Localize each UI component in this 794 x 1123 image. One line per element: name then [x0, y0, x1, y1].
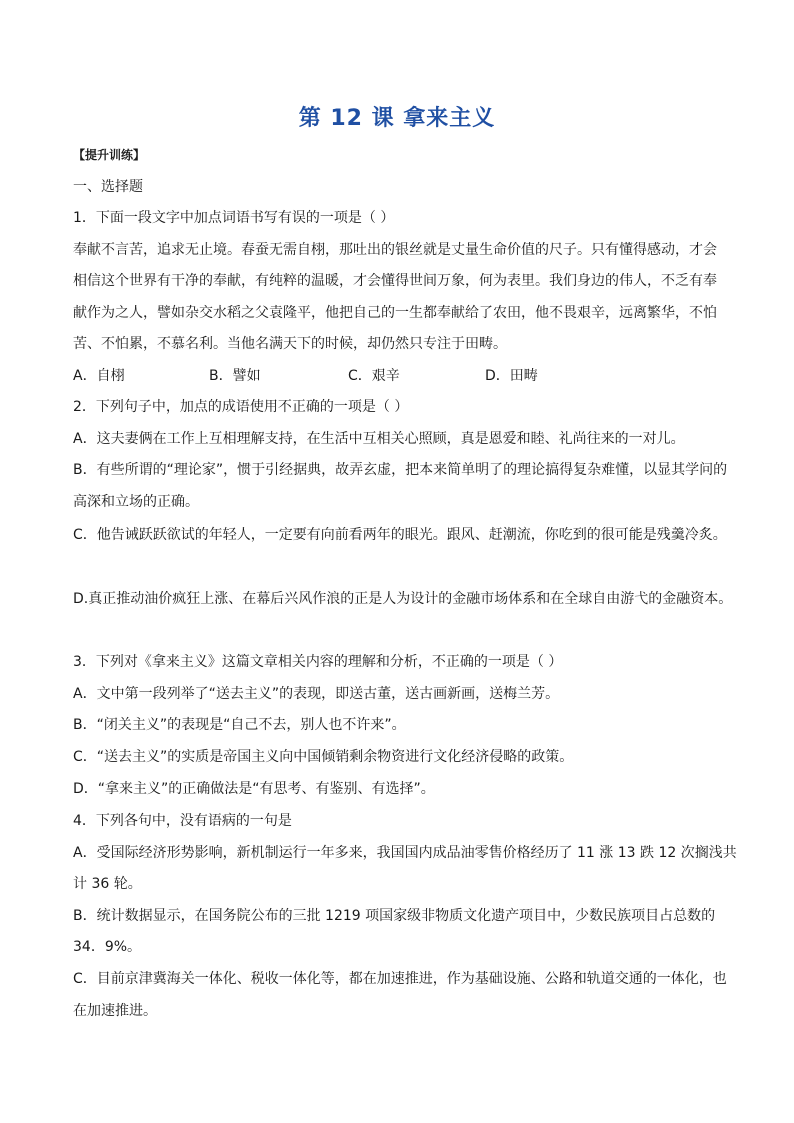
q1-passage-line: 相信这个世界有干净的奉献，有纯粹的温暖，才会懂得世间万象，何为表里。我们身边的伟人，不乏有奉	[73, 273, 717, 289]
q3-option-a: A．文中第一段列举了“送去主义”的表现，即送古董，送古画新画，送梅兰芳。	[73, 686, 560, 702]
q1-passage-line: 奉献不言苦，追求无止境。春蚕无需自栩，那吐出的银丝就是丈量生命价值的尺子。只有懂得感动，才会	[73, 242, 717, 258]
q4-option-a: A．受国际经济形势影响，新机制运行一年多来，我国国内成品油零售价格经历了 11 涨 13 跌 12 次搁浅共	[73, 845, 737, 861]
q3-stem: 3．下列对《拿来主义》这篇文章相关内容的理解和分析，不正确的一项是（ ）	[73, 654, 563, 670]
section-label: 【提升训练】	[73, 148, 146, 162]
section-type: 一、选择题	[73, 179, 143, 195]
q3-option-c: C．“送去主义”的实质是帝国主义向中国倾销剩余物资进行文化经济侵略的政策。	[73, 749, 574, 765]
q3-option-d: D．“拿来主义”的正确做法是“有思考、有鉴别、有选择”。	[73, 781, 435, 797]
q4-option-c-cont: 在加速推进。	[73, 1003, 157, 1019]
q2-stem: 2．下列句子中，加点的成语使用不正确的一项是（ ）	[73, 399, 409, 415]
q2-option-a: A．这夫妻俩在工作上互相理解支持，在生活中互相关心照顾，真是恩爱和睦、礼尚往来的一对儿。	[73, 431, 685, 447]
page-title: 第 12 课 拿来主义	[298, 106, 496, 131]
q2-option-b-cont: 高深和立场的正确。	[73, 494, 199, 510]
q1-stem: 1．下面一段文字中加点词语书写有误的一项是（ ）	[73, 210, 395, 226]
q1-option-d: D．田畴	[485, 368, 538, 384]
q2-option-c: C．他告诫跃跃欲试的年轻人，一定要有向前看两年的眼光。跟风、赶潮流，你吃到的很可能是残羹冷炙。	[73, 527, 727, 543]
q4-option-c: C．目前京津冀海关一体化、税收一体化等，都在加速推进，作为基础设施、公路和轨道交通的一体化，也	[73, 971, 727, 987]
q2-option-d: D.真正推动油价疯狂上涨、在幕后兴风作浪的正是人为设计的金融市场体系和在全球自由游弋的金融资本。	[73, 591, 733, 607]
q1-option-c: C．艰辛	[348, 368, 400, 384]
q1-option-b: B．譬如	[209, 368, 261, 384]
q3-option-b: B．“闭关主义”的表现是“自己不去，别人也不许来”。	[73, 717, 406, 733]
q1-passage-line: 献作为之人，譬如杂交水稻之父袁隆平，他把自己的一生都奉献给了农田，他不畏艰辛，远离繁华，不怕	[73, 305, 717, 321]
q1-passage-line: 苦、不怕累，不慕名利。当他名满天下的时候，却仍然只专注于田畴。	[73, 336, 507, 352]
q4-stem: 4．下列各句中，没有语病的一句是	[73, 813, 292, 829]
q4-option-b: B．统计数据显示，在国务院公布的三批 1219 项国家级非物质文化遗产项目中，少数民族项目占总数的	[73, 908, 716, 924]
q4-option-a-cont: 计 36 轮。	[73, 876, 142, 892]
q2-option-b: B．有些所谓的“理论家”，惯于引经据典，故弄玄虚，把本来简单明了的理论搞得复杂难懂，以显其学问的	[73, 462, 728, 478]
q1-option-a: A．自栩	[73, 368, 125, 384]
q4-option-b-cont: 34．9%。	[73, 939, 142, 955]
